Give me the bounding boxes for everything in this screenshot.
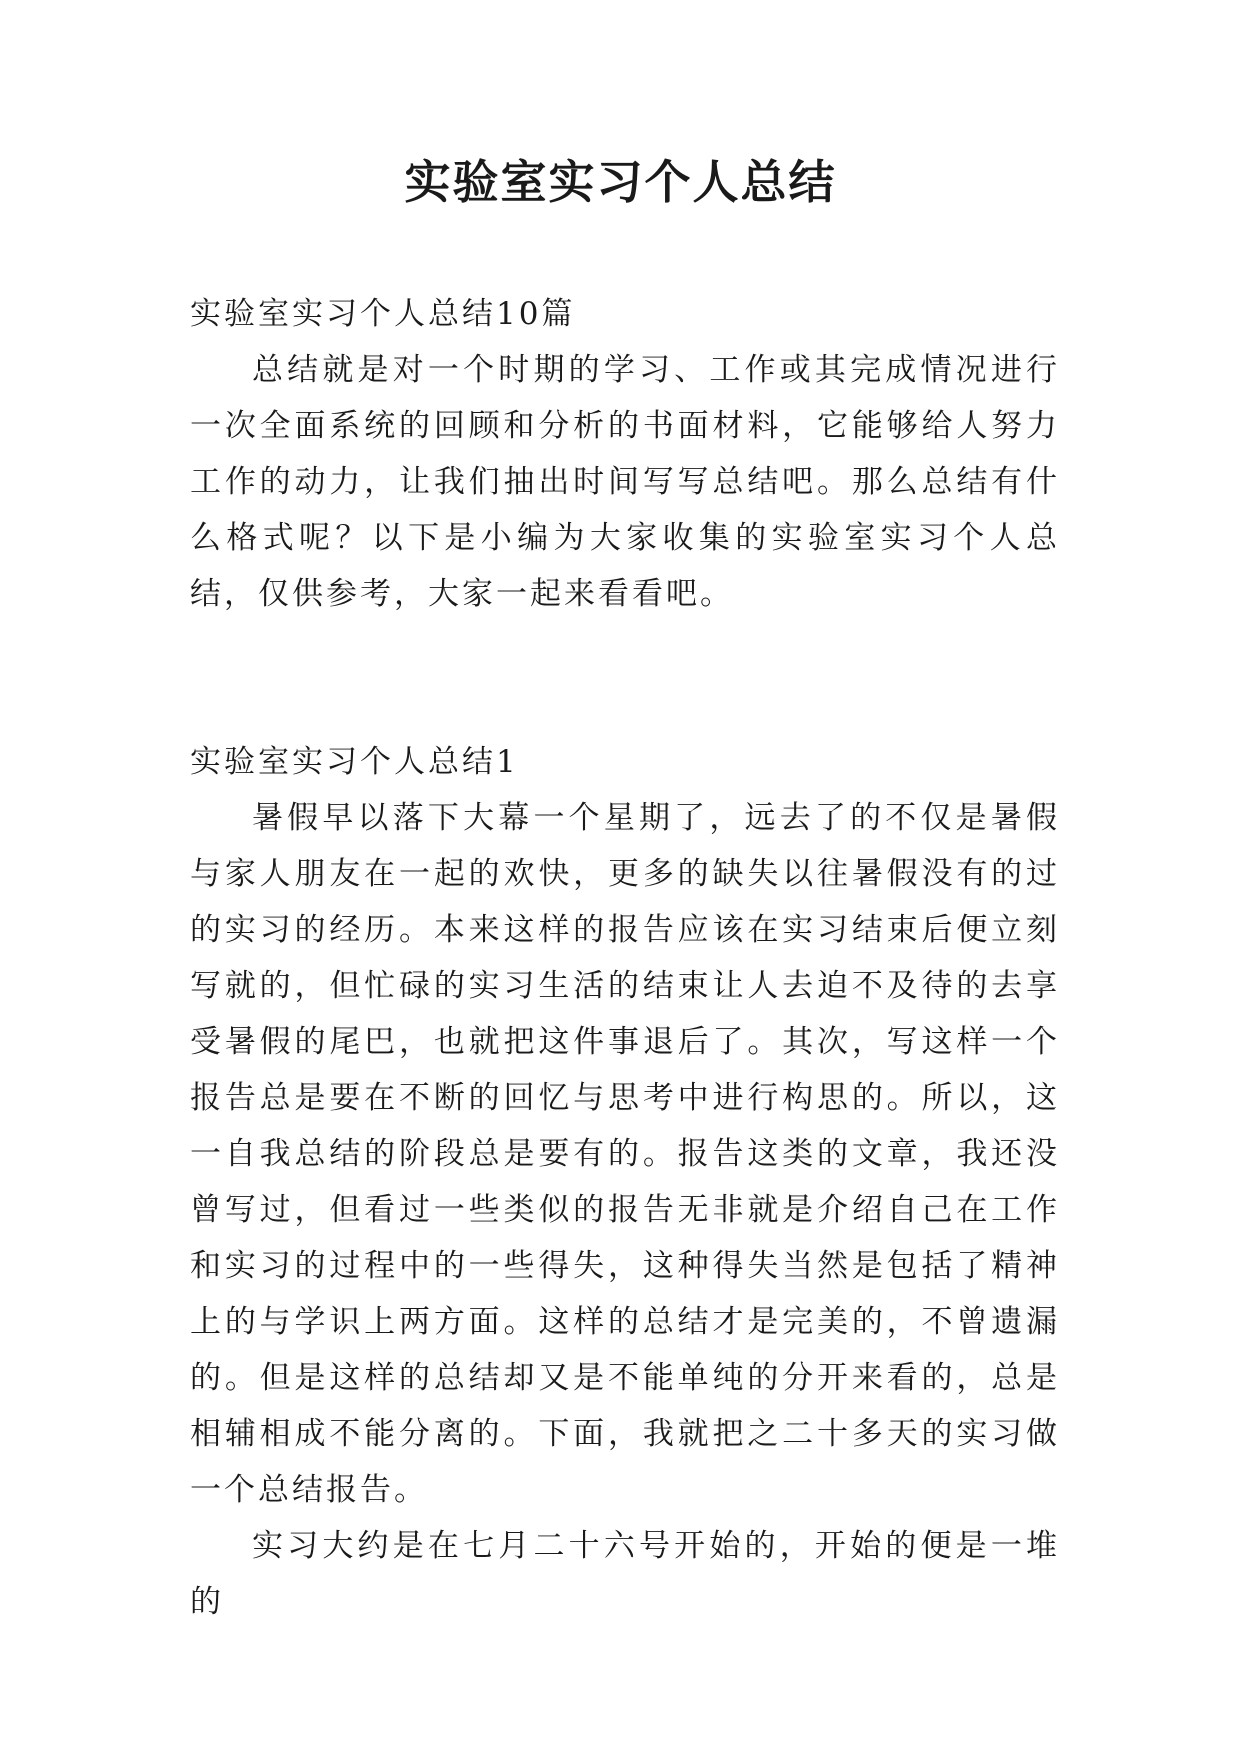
section-spacer (190, 622, 1060, 734)
section-heading: 实验室实习个人总结1 (190, 744, 519, 780)
document-title: 实验室实习个人总结 (404, 155, 837, 209)
body-paragraph: 实习大约是在七月二十六号开始的，开始的便是一堆的 (190, 1528, 1060, 1620)
body-paragraph: 暑假早以落下大幕一个星期了，远去了的不仅是暑假与家人朋友在一起的欢快，更多的缺失以往暑假没有的过的实习的经历。本来这样的报告应该在实习结束后便立刻写就的，但忙碌的实习生活的结束让人去迫不及待的去享受暑假的尾巴，也就把这件事退后了。其次，写这样一个报告总是要在不断的回忆与思考中进行构思的。所以，这一自我总结的阶段总是要有的。报告这类的文章，我还没曾写过，但看过一些类似的报告无非就是介绍自己在工作和实习的过程中的一些得失，这种得失当然是包括了精神上的与学识上两方面。这样的总结才是完美的，不曾遗漏的。但是这样的总结却又是不能单纯的分开来看的，总是相辅相成不能分离的。下面，我就把之二十多天的实习做一个总结报告。 (190, 800, 1060, 1508)
document-body (190, 286, 1060, 1630)
document-subtitle: 实验室实习个人总结10篇 (190, 296, 576, 332)
intro-paragraph: 总结就是对一个时期的学习、工作或其完成情况进行一次全面系统的回顾和分析的书面材料，它能够给人努力工作的动力，让我们抽出时间写写总结吧。那么总结有什么格式呢？以下是小编为大家收集的实验室实习个人总结，仅供参考，大家一起来看看吧。 (190, 352, 1060, 612)
